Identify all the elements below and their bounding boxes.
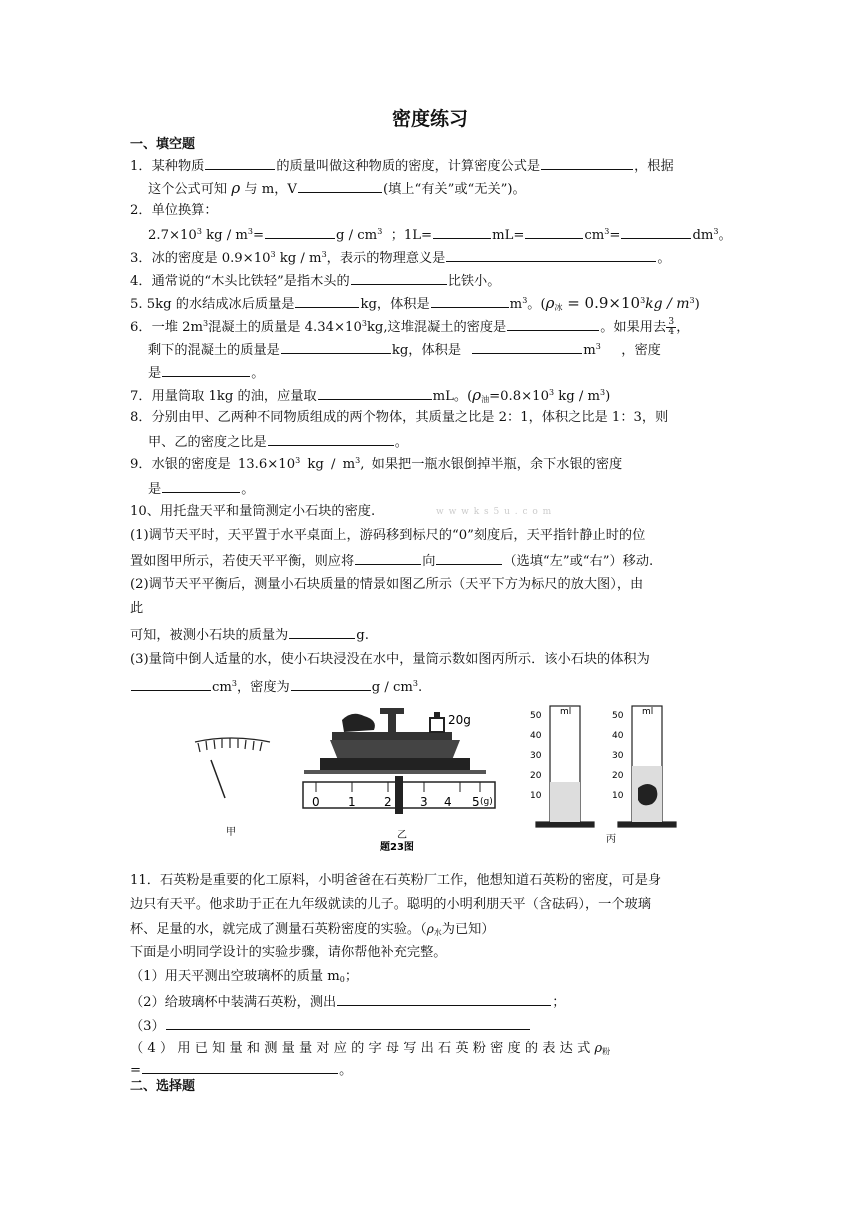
question-9-line-1: 9．水银的密度是 $13.6\times 10^3$ kg / $m^3$, 如果把一瓶水银倒掉半瓶，余下水银的密度	[130, 456, 623, 472]
answer-blank[interactable]	[525, 225, 583, 239]
question-11-line-2: 边只有天平。他求助于正在九年级就读的儿子。聪明的小明利朋天平（含砝码），一个玻璃	[130, 897, 651, 912]
figure-bing-cylinders	[536, 706, 676, 827]
question-11-step-3: （3）	[130, 1016, 531, 1036]
answer-blank[interactable]	[268, 432, 394, 446]
answer-blank[interactable]	[142, 1060, 338, 1074]
cylinder-1-tick-10: 10	[530, 791, 542, 801]
cylinder-1-tick-50: 50	[530, 711, 542, 721]
question-3: 3．冰的密度是 $0.9\times 10^3$ kg / $m^3$，表示的物理意义是 。	[130, 250, 671, 266]
cylinder-2-tick-50: 50	[612, 711, 624, 721]
answer-blank[interactable]	[131, 677, 211, 691]
answer-blank[interactable]	[446, 248, 656, 262]
answer-blank[interactable]	[541, 156, 633, 170]
cylinder-2-tick-20: 20	[612, 771, 624, 781]
question-11-step-4: （ 4 ） 用 已 知 量 和 测 量 量 对 应 的 字 母 写 出 石 英 粉 密 度 的 表 达 式 $\rho_粉$	[130, 1041, 611, 1056]
cylinder-1-unit: ml	[560, 707, 572, 717]
question-8-line-1: 8．分别由甲、乙两种不同物质组成的两个物体，其质量之比是 2：1，体积之比是 1：3，则	[130, 410, 669, 425]
question-2-line-1: 2．单位换算：	[130, 203, 218, 218]
figure-yi-label: 乙	[397, 830, 407, 841]
answer-blank[interactable]	[351, 271, 447, 285]
answer-blank[interactable]	[472, 340, 582, 354]
cylinder-2-unit: ml	[642, 707, 654, 717]
question-4: 4．通常说的“木头比铁轻”是指木头的 比铁小。	[130, 271, 500, 291]
answer-blank[interactable]	[281, 340, 391, 354]
question-6-line-1: 6．一堆 $2m^3$混凝土的质量是 $4.34\times 10^3kg$,这堆混凝土的密度是 。如果用去 $\frac{3}{4}$ ，	[130, 317, 690, 337]
answer-blank[interactable]	[162, 479, 240, 493]
question-10-part-3-line-1: (3)量筒中倒人适量的水，使小石块浸没在水中，量筒示数如图丙所示．该小石块的体积为	[130, 652, 650, 667]
figure-yi-ruler	[303, 776, 495, 814]
question-2-line-2: $2.7\times 10^3$ kg / $m^3= g / cm^3$ ；$1L= mL= cm^3= dm^3$。	[148, 227, 732, 243]
section-heading-multiple-choice: 二、选择题	[130, 1079, 196, 1094]
answer-blank[interactable]	[265, 225, 335, 239]
weight-label: 20g	[448, 713, 471, 727]
question-7: 7．用量筒取 1kg 的油，应量取 mL。($\rho_油=0.8\times 10^3$ kg / $m^3$)	[130, 386, 611, 404]
answer-blank[interactable]	[507, 317, 599, 331]
experiment-figure	[180, 700, 700, 860]
question-1-line-1: 1．某种物质 的质量叫做这种物质的密度，计算密度公式是 ，根据	[130, 156, 674, 176]
question-10-part-2-line-1: (2)调节天平平衡后，测量小石块质量的情景如图乙所示（天平下方为标尺的放大图），由	[130, 577, 644, 592]
cylinder-2-tick-10: 10	[612, 791, 624, 801]
question-11-step-2: （2）给玻璃杯中装满石英粉，测出 ；	[130, 992, 565, 1012]
ruler-tick-1: 1	[348, 795, 356, 809]
ruler-tick-0: 0	[312, 795, 320, 809]
page-title: 密度练习	[391, 108, 468, 130]
question-6-line-2: 剩下的混凝土的质量是 kg，体积是 $m^3$ ，密度	[148, 342, 661, 358]
ruler-unit: (g)	[480, 797, 493, 807]
question-11-line-1: 11．石英粉是重要的化工原料，小明爸爸在石英粉厂工作，他想知道石英粉的密度，可是身	[130, 873, 662, 888]
question-6-line-3: 是 。	[148, 363, 264, 383]
cylinder-1-tick-40: 40	[530, 731, 542, 741]
figure-caption: 题23图	[380, 842, 414, 853]
answer-blank[interactable]	[289, 625, 355, 639]
answer-blank[interactable]	[436, 551, 502, 565]
question-10-part-3-line-2: $cm^3$，密度为 g / $cm^3$.	[130, 677, 422, 697]
watermark: w w w k s 5 u . c o m	[436, 507, 553, 517]
figure-jia-pointer-scale	[195, 738, 270, 798]
question-10-part-1-line-1: (1)调节天平时，天平置于水平桌面上，游码移到标尺的“0”刻度后，天平指针静止时的位	[130, 528, 646, 543]
cylinder-1-tick-20: 20	[530, 771, 542, 781]
answer-blank[interactable]	[337, 992, 551, 1006]
answer-blank[interactable]	[162, 363, 250, 377]
answer-blank[interactable]	[205, 156, 275, 170]
answer-blank[interactable]	[355, 551, 421, 565]
question-10-heading: 10、用托盘天平和量筒测定小石块的密度.	[130, 504, 376, 519]
question-11-step-1: （1）用天平测出空玻璃杯的质量 $m_0$；	[130, 969, 358, 984]
question-10-part-1-line-2: 置如图甲所示，若使天平平衡，则应将 向 （选填“左”或“右”）移动.	[130, 551, 653, 571]
cylinder-2-tick-30: 30	[612, 751, 624, 761]
question-9-line-2: 是 。	[148, 479, 254, 499]
ruler-tick-4: 4	[444, 795, 452, 809]
fraction-three-quarters: $\frac{3}{4}$	[666, 318, 676, 337]
question-11-step-4-line-2: = 。	[130, 1060, 352, 1080]
figure-bing-label: 丙	[606, 834, 616, 845]
answer-blank[interactable]	[433, 225, 491, 239]
answer-blank[interactable]	[298, 179, 382, 193]
figure-yi-balance	[304, 708, 486, 774]
ruler-tick-2: 2	[384, 795, 392, 809]
answer-blank[interactable]	[166, 1016, 530, 1030]
question-10-part-2-line-3: 可知，被测小石块的质量为 g.	[130, 625, 369, 645]
cylinder-2-tick-40: 40	[612, 731, 624, 741]
answer-blank[interactable]	[431, 294, 509, 308]
question-10-part-2-line-2: 此	[130, 601, 144, 616]
rho-symbol: ρ	[231, 179, 241, 197]
ruler-tick-5: 5	[472, 795, 480, 809]
question-1-line-2: 这个公式可知 ρ 与 m，V (填上“有关”或“无关”)。	[148, 179, 526, 197]
answer-blank[interactable]	[318, 386, 432, 400]
answer-blank[interactable]	[621, 225, 691, 239]
section-heading-fill-blank: 一、填空题	[130, 137, 196, 152]
question-5: 5. 5kg 的水结成冰后质量是 kg，体积是 $m^3$。$(\rho_冰 = 0.9\times 10^3kg / m^3)$	[130, 294, 700, 312]
answer-blank[interactable]	[291, 677, 371, 691]
ruler-tick-3: 3	[420, 795, 428, 809]
question-11-line-3: 杯、足量的水，就完成了测量石英粉密度的实验。（$\rho_水$为已知）	[130, 922, 495, 937]
question-8-line-2: 甲、乙的密度之比是 。	[148, 432, 408, 452]
answer-blank[interactable]	[295, 294, 359, 308]
question-11-line-4: 下面是小明同学设计的实验步骤，请你帮他补充完整。	[130, 945, 447, 960]
figure-jia-label: 甲	[226, 827, 236, 838]
cylinder-1-tick-30: 30	[530, 751, 542, 761]
